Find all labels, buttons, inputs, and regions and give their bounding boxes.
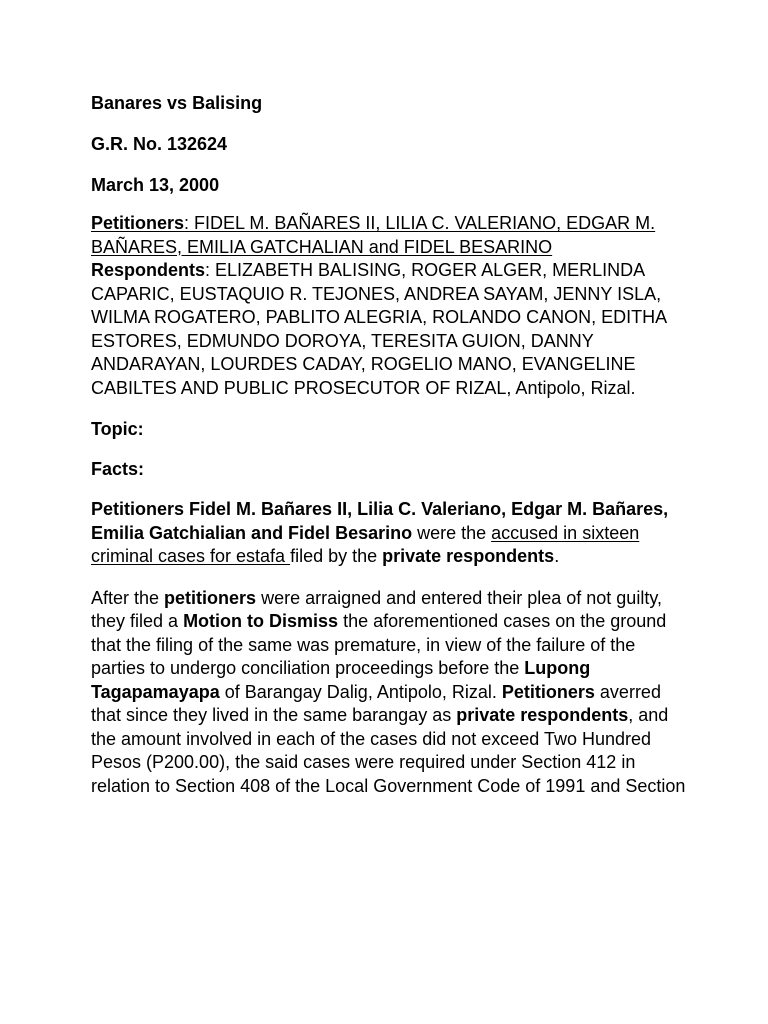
- text-run: .: [554, 546, 560, 566]
- case-title: Banares vs Balising: [91, 93, 263, 113]
- text-run: After the: [91, 587, 165, 608]
- bold-term: Motion to Dismiss: [183, 611, 339, 631]
- private-respondents-bold: private respondents: [382, 546, 555, 566]
- text-run: were the: [412, 522, 492, 543]
- bold-term: private respondents: [456, 705, 629, 725]
- topic-heading: Topic:: [91, 419, 144, 439]
- facts-heading: Facts:: [91, 459, 145, 479]
- facts-paragraph-2: [91, 587, 691, 799]
- decision-date: March 13, 2000: [91, 175, 220, 195]
- parties-block: [91, 212, 691, 400]
- petitioners-label: Petitioners: [91, 213, 185, 233]
- text-run: the aforementioned cases on the ground that the filing of the same was premature, in view of the failure of the parties to undergo conciliation proceedings before the: [91, 611, 667, 678]
- gr-number: G.R. No. 132624: [91, 134, 228, 154]
- petitioner-names-bold: Petitioners Fidel M. Bañares II, Lilia C. Valeriano, Edgar M. Bañares, Emilia Gatchialian and Fidel Besarino: [91, 499, 669, 543]
- text-run: of Barangay Dalig, Antipolo, Rizal.: [219, 681, 502, 702]
- text-run: , and the amount involved in each of the cases did not exceed Two Hundred Pesos (P200.00), the said cases were required under Section 412 in relation to Section 408 of the Local Government Code of 1991 and Section: [91, 705, 686, 796]
- bold-term: Lupong Tagapamayapa: [91, 658, 591, 702]
- document-page: [91, 92, 691, 816]
- petitioners-sep: :: [184, 213, 190, 233]
- text-run: were arraigned and entered their plea of not guilty, they filed a: [91, 587, 662, 631]
- respondents-label: Respondents: [91, 260, 206, 280]
- text-run: averred that since they lived in the same barangay as: [91, 681, 661, 725]
- facts-paragraph-1: [91, 498, 691, 569]
- underlined-phrase: accused in sixteen criminal cases for estafa: [91, 522, 640, 566]
- petitioners-names: FIDEL M. BAÑARES II, LILIA C. VALERIANO, EDGAR M. BAÑARES, EMILIA GATCHALIAN and FIDEL BESARINO: [91, 213, 656, 257]
- respondents-names: : ELIZABETH BALISING, ROGER ALGER, MERLINDA CAPARIC, EUSTAQUIO R. TEJONES, ANDREA SAYAM, JENNY ISLA, WILMA ROGATERO, PABLITO ALEGRIA, ROLANDO CANON, EDITHA ESTORES, EDMUNDO DOROYA, TERESITA GUION, DANNY ANDARAYAN, LOURDES CADAY, ROGELIO MANO, EVANGELINE CABILTES AND PUBLIC PROSECUTOR OF RIZAL, Antipolo, Rizal.: [91, 260, 667, 398]
- bold-term: petitioners: [164, 587, 257, 608]
- text-run: filed by the: [290, 546, 383, 566]
- bold-term: Petitioners: [501, 681, 595, 702]
